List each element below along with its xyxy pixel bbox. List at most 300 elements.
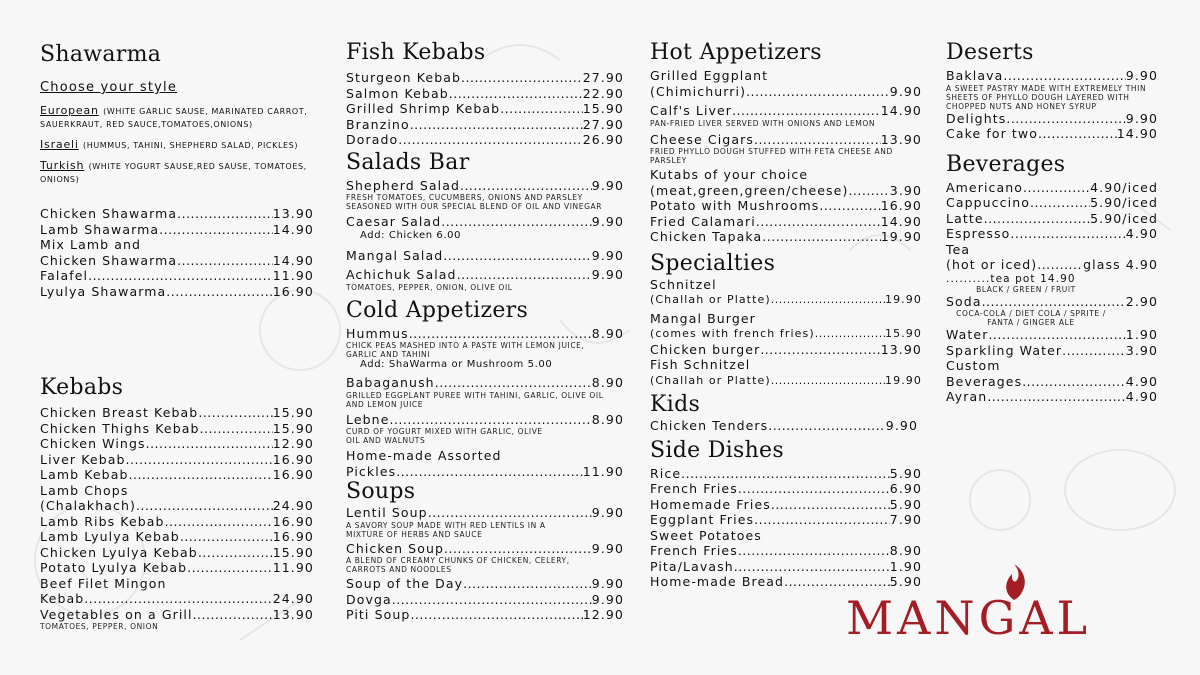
item-price: 19.90 — [885, 293, 922, 306]
item-name: Ayran — [946, 389, 988, 404]
menu-item — [650, 132, 922, 148]
item-price: 9.90 — [591, 214, 624, 229]
menu-item — [346, 248, 624, 264]
style-name: European — [40, 104, 99, 117]
leader-dots — [396, 464, 582, 480]
item-price: 19.90 — [880, 229, 922, 244]
item-name: Vegetables on a Grill — [40, 606, 193, 622]
kebabs-heading: Kebabs — [40, 375, 124, 400]
item-price: 4.90 — [1125, 226, 1158, 241]
item-price: 5.90/iced — [1090, 210, 1158, 226]
item-name: Lamb Shawarma — [40, 221, 160, 237]
menu-item — [650, 183, 922, 199]
leader-dots — [1003, 68, 1125, 84]
item-price: 27.90 — [582, 70, 624, 85]
menu-item — [346, 214, 624, 230]
leader-dots — [1023, 180, 1090, 196]
item-note: FRIED PHYLLO DOUGH STUFFED WITH FETA CHEESE AND PARSLEY — [650, 147, 893, 165]
menu-item — [346, 541, 624, 557]
leader-dots — [754, 132, 881, 148]
leader-dots — [988, 327, 1125, 343]
menu-item-line: Lamb Chops — [40, 482, 129, 498]
leader-dots — [1037, 257, 1083, 273]
kids-heading: Kids — [650, 392, 701, 417]
leader-dots — [982, 294, 1126, 310]
item-price: 8.90 — [591, 375, 624, 390]
item-note: COCA-COLA / DIET COLA / SPRITE / FANTA / GINGER ALE — [956, 309, 1106, 327]
menu-item — [650, 497, 922, 513]
leader-dots — [734, 559, 890, 575]
item-name: Piti Soup — [346, 607, 411, 622]
menu-item — [40, 545, 314, 561]
leader-dots — [1062, 343, 1126, 359]
item-name: Hummus — [346, 325, 409, 341]
menu-item-line: Custom — [946, 358, 1001, 373]
item-note: CHICK PEAS MASHED INTO A PASTE WITH LEMON JUICE, GARLIC AND TAHINI — [346, 341, 585, 359]
item-price: 22.90 — [582, 85, 624, 101]
item-name: Chicken Shawarma — [40, 252, 178, 268]
item-name: Dovga — [346, 591, 392, 607]
item-price: 14.90 — [880, 213, 922, 229]
item-name: Pita/Lavash — [650, 558, 734, 574]
item-addon: Add: Chicken 6.00 — [360, 229, 462, 241]
menu-item — [650, 559, 922, 575]
menu-item — [946, 68, 1158, 84]
item-price: 9.90 — [591, 591, 624, 607]
menu-item-line: Mix Lamb and — [40, 237, 142, 252]
leader-dots — [771, 292, 885, 308]
item-price: 11.90 — [272, 560, 314, 575]
item-name: Chicken Breast Kebab — [40, 405, 199, 420]
leader-dots — [84, 591, 272, 607]
style-desc: (WHITE GARLIC SAUSE, MARINATED CARROT, SAUERKRAUT, RED SAUCE,TOMATOES,ONIONS) — [40, 107, 308, 129]
item-price: 7.90 — [889, 512, 922, 527]
leader-dots — [410, 117, 583, 133]
menu-item — [40, 514, 314, 530]
leader-dots — [784, 574, 890, 590]
item-name: Water — [946, 327, 989, 342]
specialties-heading: Specialties — [650, 250, 776, 276]
menu-item — [650, 512, 922, 528]
item-name: Potato with Mushrooms — [650, 198, 820, 213]
item-name: Lyulya Shawarma — [40, 283, 167, 299]
menu-item-line: Kutabs of your choice — [650, 167, 809, 182]
item-price: 4.90 — [1125, 373, 1158, 389]
leader-dots — [746, 84, 890, 100]
item-price: 9.90 — [885, 418, 918, 433]
item-name: Fried Calamari — [650, 213, 756, 229]
menu-item — [346, 267, 624, 283]
menu-item — [40, 467, 314, 483]
menu-item — [40, 498, 314, 514]
item-price: 11.90 — [272, 268, 314, 283]
menu-item — [946, 327, 1158, 343]
style-option-israeli — [40, 139, 314, 152]
item-name: Lamb Lyulya Kebab — [40, 529, 180, 544]
menu-item — [40, 284, 314, 300]
item-price: 13.90 — [880, 341, 922, 357]
shawarma-heading: Shawarma — [40, 42, 162, 67]
item-price: 26.90 — [582, 132, 624, 147]
item-name: Salmon Kebab — [346, 85, 449, 101]
item-name: Americano — [946, 179, 1024, 195]
item-name: Kebab — [40, 591, 85, 606]
menu-item — [40, 591, 314, 607]
menu-item — [650, 481, 922, 497]
menu-item — [650, 214, 922, 230]
leader-dots — [1022, 374, 1126, 390]
leader-dots — [126, 452, 273, 468]
menu-item — [40, 222, 314, 238]
leader-dots — [129, 467, 273, 483]
leader-dots — [681, 466, 890, 482]
sides-list — [650, 466, 922, 528]
logo-text: MANGAL — [846, 591, 1092, 645]
menu-item — [40, 206, 314, 222]
item-name: Cappuccino — [946, 195, 1030, 210]
menu-item-line: Schnitzel — [650, 276, 717, 292]
item-name: Beverages — [946, 373, 1023, 389]
leader-dots — [457, 267, 592, 283]
item-price: 24.90 — [272, 498, 314, 513]
leader-dots — [193, 607, 273, 623]
menu-item — [346, 132, 624, 148]
item-price: 5.90 — [889, 465, 922, 481]
leader-dots — [819, 198, 880, 214]
salads-heading: Salads Bar — [346, 149, 470, 175]
item-name: Chicken Lyulya Kebab — [40, 544, 198, 560]
style-option-european — [40, 105, 314, 131]
item-price: 27.90 — [582, 116, 624, 132]
menu-item-line: Sweet Potatoes — [650, 527, 762, 543]
item-price: 16.90 — [272, 467, 314, 482]
mangal-logo — [846, 590, 1166, 650]
menu-item-line: Tea — [946, 241, 971, 257]
soup-list — [346, 576, 624, 623]
item-name: Pickles — [346, 463, 397, 479]
style-name: Israeli — [40, 138, 79, 151]
item-name: (Chalakhach) — [40, 498, 137, 513]
item-price: 15.90 — [272, 405, 314, 420]
item-note: A SWEET PASTRY MADE WITH EXTREMELY THIN SHEETS OF PHYLLO DOUGH LAYERED WITH CHOPPED NUTS AND HONEY SYRUP — [946, 83, 1147, 111]
item-price: 6.90 — [889, 481, 922, 496]
item-price: 9.90 — [889, 83, 922, 99]
item-name: Liver Kebab — [40, 451, 126, 467]
leader-dots — [754, 512, 890, 528]
menu-item — [946, 374, 1158, 390]
item-note: PAN-FRIED LIVER SERVED WITH ONIONS AND LEMON — [650, 118, 876, 128]
item-name: Chicken Thighs Kebab — [40, 420, 200, 436]
menu-item — [40, 529, 314, 545]
menu-item — [946, 343, 1158, 359]
item-note: A BLEND OF CREAMY CHUNKS OF CHICKEN, CELERY, CARROTS AND NOODLES — [346, 556, 570, 574]
item-name: Chicken Tenders — [650, 418, 769, 433]
item-price: 16.90 — [272, 283, 314, 299]
menu-item — [946, 211, 1158, 227]
column-4 — [946, 40, 1158, 405]
menu-item-line: ..........tea pot 14.90 — [946, 272, 1076, 285]
item-price: 9.90 — [1125, 110, 1158, 126]
leader-dots — [815, 326, 885, 342]
item-price: 9.90 — [591, 576, 624, 591]
fish-kebabs-heading: Fish Kebabs — [346, 40, 486, 65]
item-name: Sturgeon Kebab — [346, 70, 462, 85]
item-price: 12.90 — [582, 607, 624, 622]
column-3 — [650, 40, 922, 590]
menu-item — [946, 126, 1158, 142]
leader-dots — [177, 206, 273, 222]
item-price: 5.90 — [889, 574, 922, 589]
leader-dots — [1010, 226, 1125, 242]
menu-item — [946, 180, 1158, 196]
leader-dots — [500, 101, 583, 117]
leader-dots — [1030, 195, 1090, 211]
menu-item — [346, 464, 624, 480]
item-price: 14.90 — [1116, 126, 1158, 141]
leader-dots — [410, 607, 582, 623]
leader-dots — [165, 514, 273, 530]
leader-dots — [389, 412, 591, 428]
side-dishes-heading: Side Dishes — [650, 437, 784, 463]
item-note: A SAVORY SOUP MADE WITH RED LENTILS IN A MIXTURE OF HERBS AND SAUCE — [346, 520, 546, 539]
leader-dots — [463, 576, 592, 592]
fish-list — [346, 70, 624, 148]
item-name: Lamb Ribs Kebab — [40, 513, 165, 529]
item-price: 13.90 — [272, 206, 314, 221]
menu-item — [40, 268, 314, 284]
menu-item — [650, 342, 922, 358]
menu-item-line: Grilled Eggplant — [650, 68, 769, 83]
menu-item — [40, 452, 314, 468]
choose-style-heading: Choose your style — [40, 80, 178, 95]
leader-dots — [146, 436, 273, 452]
item-price: 5.90/iced — [1090, 195, 1158, 210]
menu-item — [946, 195, 1158, 211]
item-name: Soup of the Day — [346, 576, 464, 591]
item-name: Homemade Fries — [650, 496, 771, 512]
item-price: glass 4.90 — [1083, 257, 1158, 272]
leader-dots — [768, 418, 885, 434]
item-name: Chicken Tapaka — [650, 229, 763, 244]
menu-item-line: Fish Schnitzel — [650, 357, 751, 372]
menu-item — [650, 326, 922, 342]
item-price: 16.90 — [272, 513, 314, 529]
menu-item — [946, 226, 1158, 242]
menu-item — [946, 257, 1158, 273]
item-price: 11.90 — [582, 463, 624, 479]
menu-item — [40, 421, 314, 437]
item-name: Eggplant Fries — [650, 512, 755, 527]
style-name: Turkish — [40, 159, 85, 172]
menu-item — [346, 592, 624, 608]
item-price: 14.90 — [272, 221, 314, 237]
item-name: Rice — [650, 465, 682, 481]
item-name: Shepherd Salad — [346, 177, 460, 193]
item-price: 5.90 — [889, 496, 922, 512]
item-note: BLACK / GREEN / FRUIT — [976, 284, 1076, 294]
leader-dots — [1006, 111, 1125, 127]
item-name: Mangal Salad — [346, 247, 444, 263]
menu-item — [346, 117, 624, 133]
menu-item — [946, 111, 1158, 127]
item-price: 15.90 — [885, 327, 922, 340]
hot-list — [650, 198, 922, 245]
item-price: 9.90 — [591, 247, 624, 263]
item-name: (meat,green,green/cheese) — [650, 182, 849, 198]
item-name: (Challah or Platte) — [650, 293, 771, 306]
leader-dots — [198, 405, 272, 421]
item-price: 9.90 — [591, 267, 624, 282]
style-desc: (WHITE YOGURT SAUSE,RED SAUSE, TOMATOES, ONIONS) — [40, 162, 307, 184]
menu-item-line: Home-made Assorted — [346, 448, 502, 463]
cold-appetizers-heading: Cold Appetizers — [346, 297, 529, 323]
kebab-list — [40, 405, 314, 622]
menu-item — [650, 292, 922, 308]
menu-item — [40, 560, 314, 576]
item-price: 4.90 — [1125, 389, 1158, 404]
column-2 — [346, 40, 624, 623]
item-name: Delights — [946, 110, 1007, 126]
menu-item — [346, 70, 624, 86]
item-note: CURD OF YOGURT MIXED WITH GARLIC, OLIVE OIL AND WALNUTS — [346, 427, 543, 445]
leader-dots — [771, 497, 890, 513]
item-price: 9.90 — [591, 540, 624, 556]
item-price: 16.90 — [880, 198, 922, 213]
leader-dots — [848, 183, 889, 199]
item-price: 8.90 — [591, 325, 624, 341]
item-price: 12.90 — [272, 436, 314, 451]
leader-dots — [760, 342, 880, 358]
leader-dots — [460, 178, 592, 194]
item-price: 15.90 — [582, 101, 624, 116]
leader-dots — [392, 592, 592, 608]
menu-item — [346, 375, 624, 391]
item-price: 8.90 — [889, 543, 922, 558]
leader-dots — [444, 541, 592, 557]
menu-item — [650, 466, 922, 482]
item-name: Caesar Salad — [346, 214, 442, 229]
item-price: 3.90 — [1125, 342, 1158, 358]
item-name: Baklava — [946, 68, 1004, 83]
item-name: Branzino — [346, 116, 410, 132]
menu-item — [650, 229, 922, 245]
item-name: Falafel — [40, 268, 89, 283]
leader-dots — [984, 211, 1090, 227]
item-name: Chicken Soup — [346, 540, 445, 556]
item-price: 14.90 — [272, 252, 314, 268]
vegetables-note: TOMATOES, PEPPER, ONION — [40, 622, 159, 631]
menu-item — [650, 103, 922, 119]
leader-dots — [1038, 126, 1117, 142]
leader-dots — [738, 543, 890, 559]
menu-item — [346, 86, 624, 102]
leader-dots — [756, 214, 881, 230]
item-price: 16.90 — [272, 451, 314, 467]
item-name: French Fries — [650, 543, 738, 558]
menu-item — [346, 607, 624, 623]
style-desc: (HUMMUS, TAHINI, SHEPHERD SALAD, PICKLES) — [83, 141, 299, 150]
item-name: Calf's Liver — [650, 103, 733, 118]
item-price: 8.90 — [591, 411, 624, 427]
item-price: 24.90 — [272, 591, 314, 606]
item-name: Lentil Soup — [346, 505, 428, 520]
menu-item — [346, 101, 624, 117]
item-price: 9.90 — [1125, 68, 1158, 83]
menu-item-line: Beef Filet Mingon — [40, 575, 167, 591]
item-name: Babaganush — [346, 375, 435, 390]
hot-appetizers-heading: Hot Appetizers — [650, 40, 822, 65]
leader-dots — [180, 529, 273, 545]
menu-item — [650, 198, 922, 214]
leader-dots — [166, 284, 272, 300]
item-name: (Chimichurri) — [650, 83, 747, 99]
leader-dots — [177, 253, 273, 269]
menu-item-line: Mangal Burger — [650, 310, 756, 326]
item-name: (comes with french fries) — [650, 327, 815, 340]
leader-dots — [198, 545, 273, 561]
leader-dots — [762, 229, 880, 245]
item-note: FRESH TOMATOES, CUCUMBERS, ONIONS AND PARSLEY SEASONED WITH OUR SPECIAL BLEND OF OIL AND VINEGAR — [346, 193, 603, 211]
leader-dots — [200, 421, 273, 437]
leader-dots — [461, 70, 583, 86]
item-name: Lamb Kebab — [40, 467, 129, 482]
item-name: Dorado — [346, 132, 399, 147]
menu-item — [346, 576, 624, 592]
column-1 — [40, 40, 314, 631]
menu-item — [650, 574, 922, 590]
item-name: Potato Lyulya Kebab — [40, 560, 188, 575]
deserts-heading: Deserts — [946, 40, 1034, 65]
menu-item — [40, 405, 314, 421]
menu-item — [650, 543, 922, 559]
leader-dots — [441, 214, 592, 230]
item-price: 13.90 — [272, 606, 314, 622]
menu-item — [40, 607, 314, 623]
item-price: 15.90 — [272, 420, 314, 436]
item-price: 14.90 — [880, 103, 922, 118]
item-name: Espresso — [946, 226, 1011, 241]
menu-item — [346, 326, 624, 342]
item-name: French Fries — [650, 481, 738, 496]
item-addon: Add: ShaWarma or Mushroom 5.00 — [360, 359, 553, 370]
leader-dots — [738, 481, 890, 497]
soups-heading: Soups — [346, 479, 416, 504]
menu-item — [40, 253, 314, 269]
item-price: 2.90 — [1125, 293, 1158, 309]
leader-dots — [409, 326, 592, 342]
item-name: Home-made Bread — [650, 574, 785, 589]
item-name: Lebne — [346, 411, 390, 427]
item-price: 1.90 — [889, 558, 922, 574]
leader-dots — [187, 560, 273, 576]
menu-item — [650, 418, 918, 434]
menu-item — [346, 412, 624, 428]
menu-item — [946, 389, 1158, 405]
leader-dots — [159, 222, 273, 238]
item-price: 9.90 — [591, 505, 624, 520]
item-name: Cheese Cigars — [650, 131, 754, 147]
leader-dots — [449, 86, 583, 102]
beverages-heading: Beverages — [946, 151, 1066, 177]
item-price: 13.90 — [880, 131, 922, 147]
item-name: Sparkling Water — [946, 342, 1063, 358]
item-price: 3.90 — [889, 182, 922, 198]
item-name: Chicken Wings — [40, 436, 146, 451]
item-name: Grilled Shrimp Kebab — [346, 101, 501, 116]
item-name: Achichuk Salad — [346, 267, 457, 282]
style-option-turkish — [40, 160, 314, 186]
menu-item — [346, 178, 624, 194]
